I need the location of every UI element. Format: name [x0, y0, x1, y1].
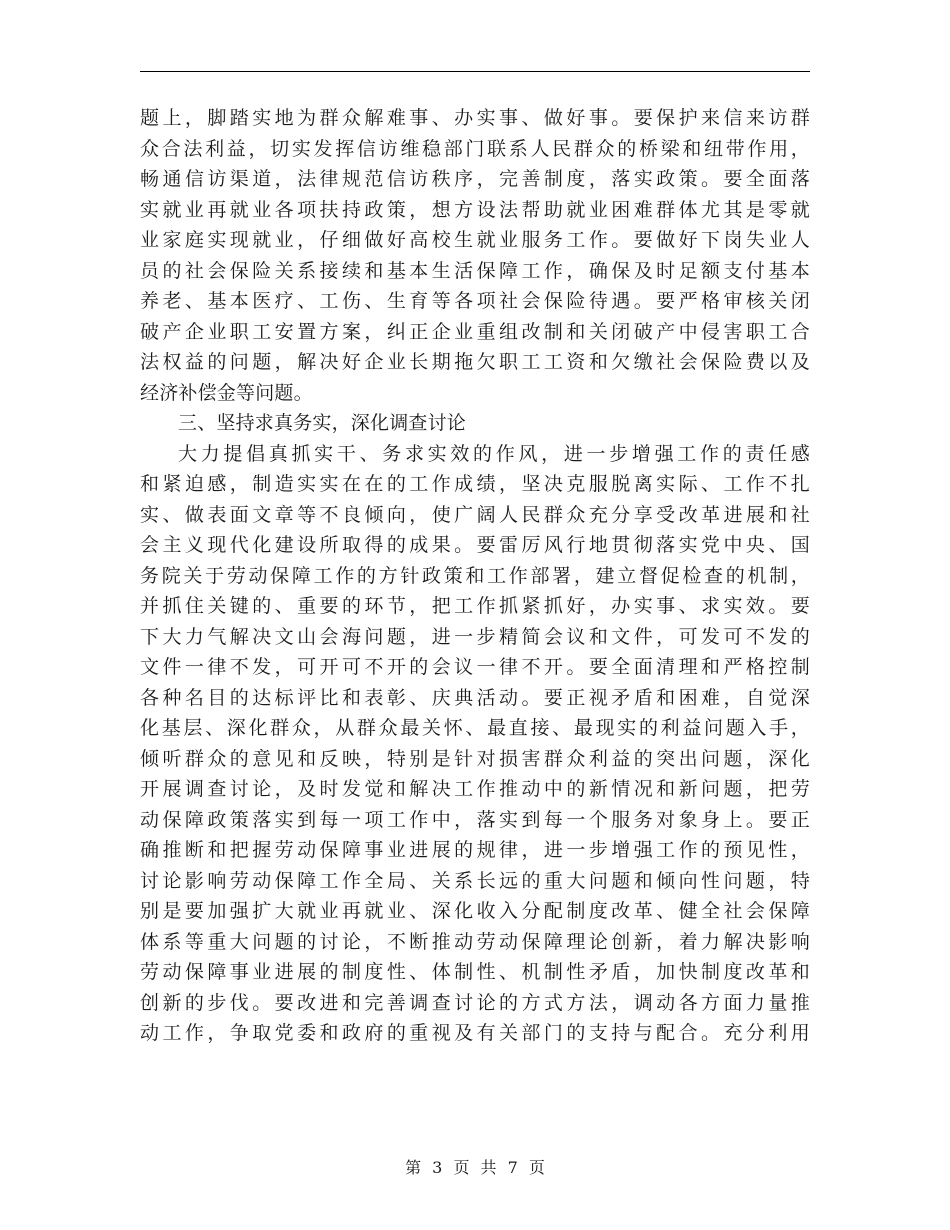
text-line: 体系等重大问题的讨论，不断推动劳动保障理论创新，着力解决影响: [140, 930, 810, 953]
text-line: 经济补偿金等问题。: [140, 381, 313, 404]
text-line: 实就业再就业各项扶持政策，想方设法帮助就业困难群体尤其是零就: [140, 198, 810, 221]
text-line: 员的社会保险关系接续和基本生活保障工作，确保及时足额支付基本: [140, 259, 810, 282]
text-line: 讨论影响劳动保障工作全局、关系长远的重大问题和倾向性问题，特: [140, 869, 810, 892]
text-line: 业家庭实现就业，仔细做好高校生就业服务工作。要做好下岗失业人: [140, 229, 810, 251]
text-line: 畅通信访渠道，法律规范信访秩序，完善制度，落实政策。要全面落: [140, 168, 810, 190]
text-line: 题上，脚踏实地为群众解难事、办实事、做好事。要保护来信来访群: [140, 107, 810, 129]
text-line: 劳动保障事业进展的制度性、体制性、机制性矛盾，加快制度改革和: [140, 961, 810, 983]
section-heading: 三、坚持求真务实，深化调查讨论: [178, 412, 467, 434]
text-line: 动保障政策落实到每一项工作中，落实到每一个服务对象身上。要正: [140, 808, 810, 831]
text-line: 文件一律不发，可开可不开的会议一律不开。要全面清理和严格控制: [140, 656, 810, 678]
text-line: 确推断和把握劳动保障事业进展的规律，进一步增强工作的预见性，: [140, 839, 810, 861]
text-line: 创新的步伐。要改进和完善调查讨论的方式方法，调动各方面力量推: [140, 991, 810, 1014]
text-line: 法权益的问题，解决好企业长期拖欠职工工资和欠缴社会保险费以及: [140, 351, 810, 373]
text-line: 务院关于劳动保障工作的方针政策和工作部署，建立督促检查的机制，: [140, 564, 810, 587]
text-line: 并抓住关键的、重要的环节，把工作抓紧抓好，办实事、求实效。要: [140, 595, 810, 617]
text-line: 养老、基本医疗、工伤、生育等各项社会保险待遇。要严格审核关闭: [140, 290, 810, 312]
text-line: 下大力气解决文山会海问题，进一步精简会议和文件，可发可不发的: [140, 625, 810, 648]
text-line: 开展调查讨论，及时发觉和解决工作推动中的新情况和新问题，把劳: [140, 778, 810, 800]
text-line: 各种名目的达标评比和表彰、庆典活动。要正视矛盾和困难，自觉深: [140, 686, 810, 709]
text-line: 动工作，争取党委和政府的重视及有关部门的支持与配合。充分利用: [140, 1022, 810, 1044]
text-line: 化基层、深化群众，从群众最关怀、最直接、最现实的利益问题入手，: [140, 717, 810, 739]
page-number: 第 3 页 共 7 页: [405, 1158, 545, 1177]
text-line: 和紧迫感，制造实实在在的工作成绩，坚决克服脱离实际、工作不扎: [140, 473, 810, 495]
text-line: 大力提倡真抓实干、务求实效的作风，进一步增强工作的责任感: [178, 442, 810, 465]
text-line: 众合法利益，切实发挥信访维稳部门联系人民群众的桥梁和纽带作用，: [140, 137, 810, 160]
text-line: 会主义现代化建设所取得的成果。要雷厉风行地贯彻落实党中央、国: [140, 534, 810, 556]
text-line: 破产企业职工安置方案，纠正企业重组改制和关闭破产中侵害职工合: [140, 320, 810, 343]
text-line: 实、做表面文章等不良倾向，使广阔人民群众充分享受改革进展和社: [140, 503, 810, 526]
header-rule: [140, 71, 810, 72]
text-line: 别是要加强扩大就业再就业、深化收入分配制度改革、健全社会保障: [140, 900, 810, 922]
document-body: [140, 103, 810, 1049]
text-line: 倾听群众的意见和反映，特别是针对损害群众利益的突出问题，深化: [140, 747, 810, 770]
